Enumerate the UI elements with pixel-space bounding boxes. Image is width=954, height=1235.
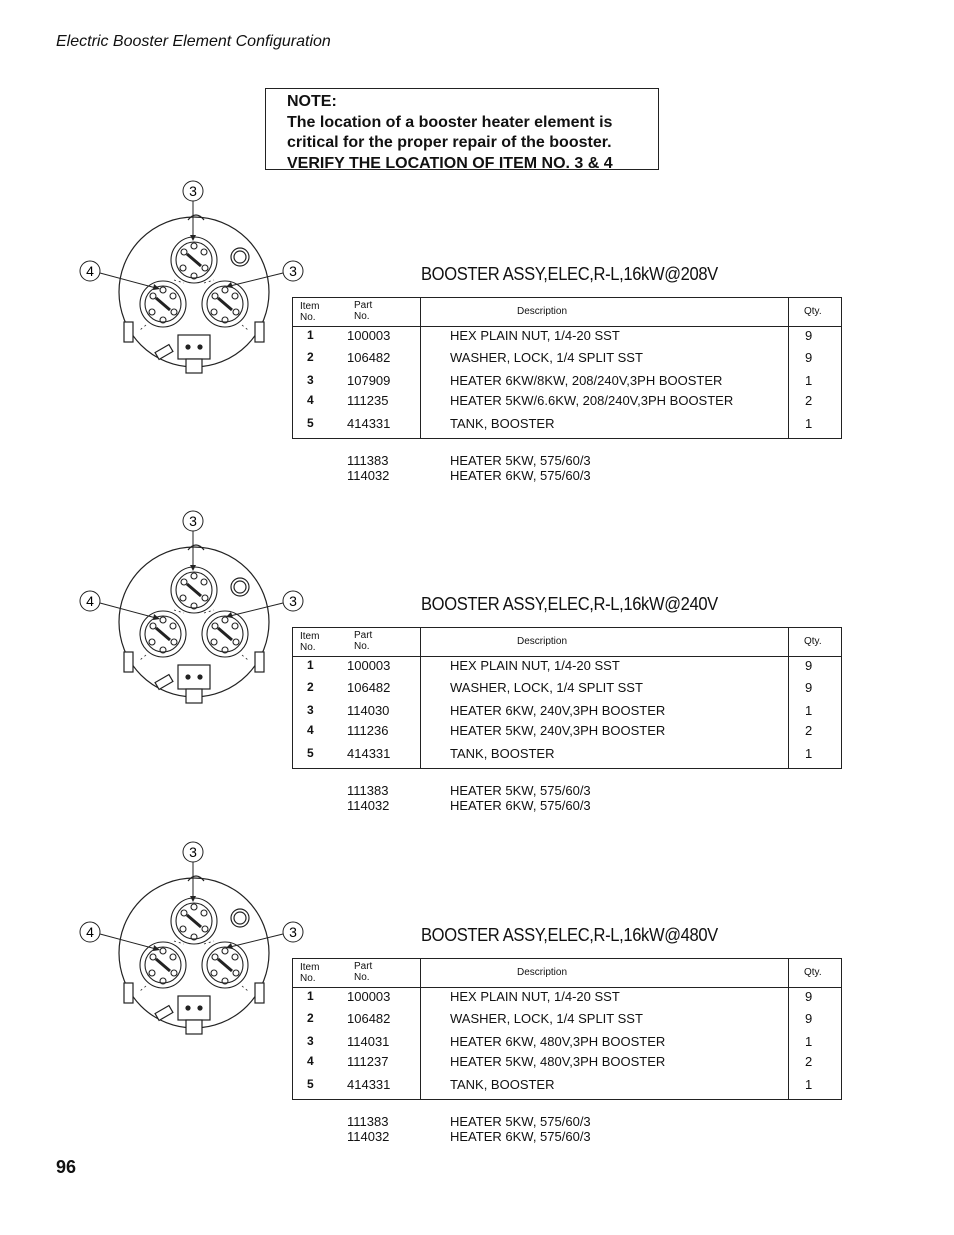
item-no-cell: 2 bbox=[307, 1011, 314, 1025]
booster-tank-diagram bbox=[70, 841, 320, 1041]
heater-element-right bbox=[202, 942, 248, 988]
alternate-part-no: 111383 bbox=[347, 783, 389, 798]
part-no-cell: 414331 bbox=[347, 1077, 391, 1092]
item-no-cell: 5 bbox=[307, 1077, 314, 1091]
svg-text:4: 4 bbox=[86, 593, 94, 609]
svg-text:3: 3 bbox=[189, 513, 197, 529]
item-no-cell: 2 bbox=[307, 680, 314, 694]
item-no-header: Item No. bbox=[300, 631, 320, 653]
part-no-cell: 100003 bbox=[347, 658, 391, 673]
svg-text:3: 3 bbox=[289, 263, 297, 279]
qty-cell: 1 bbox=[805, 416, 813, 431]
callout-left bbox=[80, 261, 160, 290]
qty-cell: 9 bbox=[805, 680, 813, 695]
description-cell: HEATER 6KW, 480V,3PH BOOSTER bbox=[450, 1034, 666, 1049]
description-cell: HEATER 5KW, 240V,3PH BOOSTER bbox=[450, 723, 666, 738]
qty-cell: 1 bbox=[805, 1034, 813, 1049]
table-row bbox=[293, 350, 841, 370]
svg-text:4: 4 bbox=[86, 924, 94, 940]
booster-assembly-section bbox=[0, 841, 954, 1171]
alternate-part-no: 114032 bbox=[347, 1129, 390, 1144]
table-row bbox=[293, 1011, 841, 1031]
callout-left bbox=[80, 591, 160, 620]
qty-cell: 9 bbox=[805, 1011, 813, 1026]
qty-cell: 2 bbox=[805, 723, 813, 738]
item-no-cell: 2 bbox=[307, 350, 314, 364]
table-row bbox=[293, 1054, 841, 1074]
table-row bbox=[293, 393, 841, 413]
item-no-cell: 1 bbox=[307, 989, 314, 1003]
qty-header: Qty. bbox=[804, 306, 822, 317]
part-no-cell: 106482 bbox=[347, 350, 391, 365]
item-no-header: Item No. bbox=[300, 301, 320, 323]
booster-tank-diagram bbox=[70, 180, 320, 380]
heater-element-right bbox=[202, 281, 248, 327]
svg-text:3: 3 bbox=[289, 924, 297, 940]
table-row bbox=[293, 723, 841, 743]
part-no-header: Part No. bbox=[354, 300, 373, 322]
table-row bbox=[293, 328, 841, 348]
qty-cell: 9 bbox=[805, 328, 813, 343]
item-no-cell: 5 bbox=[307, 746, 314, 760]
part-no-cell: 106482 bbox=[347, 1011, 391, 1026]
item-no-cell: 5 bbox=[307, 416, 314, 430]
note-line: The location of a booster heater element is bbox=[287, 113, 613, 131]
part-no-header: Part No. bbox=[354, 630, 373, 652]
part-no-cell: 100003 bbox=[347, 328, 391, 343]
heater-element-left bbox=[140, 281, 186, 327]
parts-table bbox=[292, 627, 842, 769]
heater-element-top bbox=[171, 898, 217, 944]
heater-element-top bbox=[171, 237, 217, 283]
parts-table bbox=[292, 958, 842, 1100]
section-title: BOOSTER ASSY,ELEC,R-L,16kW@480V bbox=[421, 925, 718, 945]
table-row bbox=[293, 989, 841, 1009]
item-no-cell: 4 bbox=[307, 723, 314, 737]
parts-table bbox=[292, 297, 842, 439]
page-number: 96 bbox=[56, 1157, 77, 1177]
callout-top bbox=[183, 181, 203, 241]
alternate-part-no: 114032 bbox=[347, 468, 390, 483]
table-row bbox=[293, 680, 841, 700]
callout-top bbox=[183, 842, 203, 902]
qty-cell: 1 bbox=[805, 703, 813, 718]
svg-text:3: 3 bbox=[289, 593, 297, 609]
heater-element-left bbox=[140, 611, 186, 657]
qty-cell: 1 bbox=[805, 746, 813, 761]
part-no-cell: 111236 bbox=[347, 723, 389, 738]
qty-cell: 2 bbox=[805, 1054, 813, 1069]
svg-text:3: 3 bbox=[189, 844, 197, 860]
section-title: BOOSTER ASSY,ELEC,R-L,16kW@208V bbox=[421, 264, 718, 284]
table-row bbox=[293, 746, 841, 766]
description-cell: HEATER 5KW, 480V,3PH BOOSTER bbox=[450, 1054, 666, 1069]
description-header: Description bbox=[517, 967, 568, 978]
qty-cell: 9 bbox=[805, 350, 813, 365]
alternate-part-no: 111383 bbox=[347, 453, 389, 468]
part-no-cell: 100003 bbox=[347, 989, 391, 1004]
booster-tank-diagram bbox=[70, 510, 320, 710]
description-cell: TANK, BOOSTER bbox=[450, 1077, 555, 1092]
description-cell: WASHER, LOCK, 1/4 SPLIT SST bbox=[450, 350, 643, 365]
booster-assembly-section bbox=[0, 510, 954, 840]
heater-element-left bbox=[140, 942, 186, 988]
description-header: Description bbox=[517, 636, 568, 647]
table-row bbox=[293, 658, 841, 678]
description-cell: TANK, BOOSTER bbox=[450, 746, 555, 761]
alternate-part-description: HEATER 6KW, 575/60/3 bbox=[450, 468, 591, 483]
item-no-cell: 1 bbox=[307, 328, 314, 342]
part-no-cell: 114031 bbox=[347, 1034, 390, 1049]
alternate-part-no: 114032 bbox=[347, 798, 390, 813]
item-no-cell: 4 bbox=[307, 393, 314, 407]
booster-assembly-section bbox=[0, 180, 954, 510]
table-row bbox=[293, 416, 841, 436]
callout-top bbox=[183, 511, 203, 571]
svg-text:4: 4 bbox=[86, 263, 94, 279]
note-line: critical for the proper repair of the booster. bbox=[287, 134, 612, 151]
page-header: Electric Booster Element Configuration bbox=[56, 33, 331, 50]
qty-cell: 1 bbox=[805, 1077, 813, 1092]
heater-element-top bbox=[171, 567, 217, 613]
part-no-cell: 414331 bbox=[347, 746, 391, 761]
alternate-part-description: HEATER 5KW, 575/60/3 bbox=[450, 1114, 591, 1129]
description-cell: HEX PLAIN NUT, 1/4-20 SST bbox=[450, 658, 620, 673]
description-cell: HEX PLAIN NUT, 1/4-20 SST bbox=[450, 328, 620, 343]
description-cell: WASHER, LOCK, 1/4 SPLIT SST bbox=[450, 1011, 643, 1026]
description-cell: WASHER, LOCK, 1/4 SPLIT SST bbox=[450, 680, 643, 695]
note-line: VERIFY THE LOCATION OF ITEM NO. 3 & 4 bbox=[287, 154, 613, 172]
qty-cell: 1 bbox=[805, 373, 813, 388]
qty-header: Qty. bbox=[804, 967, 822, 978]
part-no-header: Part No. bbox=[354, 961, 373, 983]
section-title: BOOSTER ASSY,ELEC,R-L,16kW@240V bbox=[421, 594, 718, 614]
description-header: Description bbox=[517, 306, 568, 317]
part-no-cell: 414331 bbox=[347, 416, 391, 431]
item-no-cell: 4 bbox=[307, 1054, 314, 1068]
note-line: NOTE: bbox=[287, 93, 337, 110]
note-box bbox=[265, 88, 659, 170]
alternate-part-description: HEATER 5KW, 575/60/3 bbox=[450, 453, 591, 468]
table-row bbox=[293, 1077, 841, 1097]
part-no-cell: 111237 bbox=[347, 1054, 389, 1069]
item-no-cell: 1 bbox=[307, 658, 314, 672]
table-row bbox=[293, 703, 841, 723]
heater-element-right bbox=[202, 611, 248, 657]
qty-cell: 2 bbox=[805, 393, 813, 408]
part-no-cell: 106482 bbox=[347, 680, 391, 695]
qty-cell: 9 bbox=[805, 658, 813, 673]
item-no-cell: 3 bbox=[307, 373, 314, 387]
qty-header: Qty. bbox=[804, 636, 822, 647]
alternate-part-description: HEATER 6KW, 575/60/3 bbox=[450, 1129, 591, 1144]
alternate-part-no: 111383 bbox=[347, 1114, 389, 1129]
part-no-cell: 114030 bbox=[347, 703, 390, 718]
item-no-header: Item No. bbox=[300, 962, 320, 984]
svg-text:3: 3 bbox=[189, 183, 197, 199]
callout-left bbox=[80, 922, 160, 951]
description-cell: HEX PLAIN NUT, 1/4-20 SST bbox=[450, 989, 620, 1004]
item-no-cell: 3 bbox=[307, 1034, 314, 1048]
description-cell: HEATER 6KW, 240V,3PH BOOSTER bbox=[450, 703, 666, 718]
table-row bbox=[293, 1034, 841, 1054]
description-cell: TANK, BOOSTER bbox=[450, 416, 555, 431]
item-no-cell: 3 bbox=[307, 703, 314, 717]
part-no-cell: 107909 bbox=[347, 373, 391, 388]
description-cell: HEATER 5KW/6.6KW, 208/240V,3PH BOOSTER bbox=[450, 393, 734, 408]
part-no-cell: 111235 bbox=[347, 393, 389, 408]
description-cell: HEATER 6KW/8KW, 208/240V,3PH BOOSTER bbox=[450, 373, 723, 388]
alternate-part-description: HEATER 6KW, 575/60/3 bbox=[450, 798, 591, 813]
table-row bbox=[293, 373, 841, 393]
qty-cell: 9 bbox=[805, 989, 813, 1004]
alternate-part-description: HEATER 5KW, 575/60/3 bbox=[450, 783, 591, 798]
